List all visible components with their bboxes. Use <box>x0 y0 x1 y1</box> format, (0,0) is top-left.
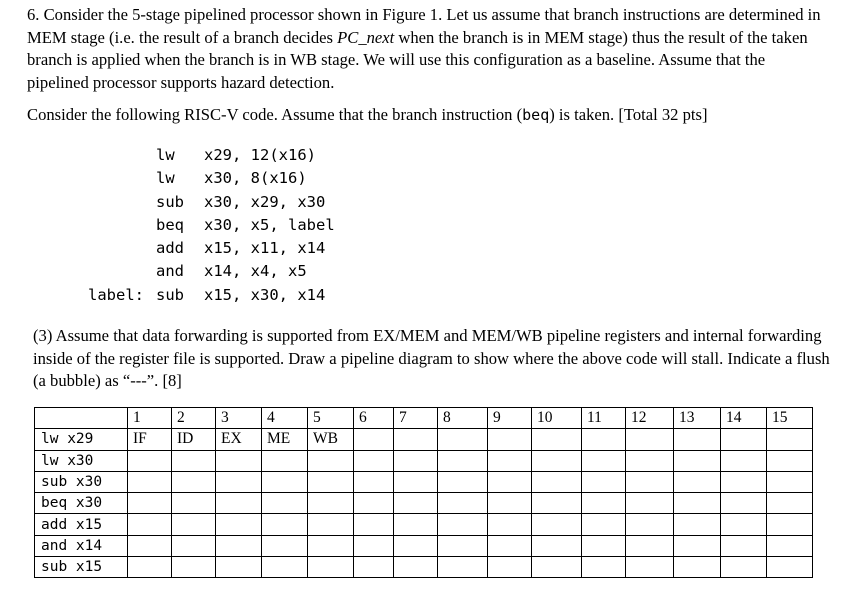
code-opcode: add <box>156 239 184 258</box>
stage-cell[interactable] <box>394 429 438 450</box>
stage-cell[interactable] <box>394 557 438 578</box>
stage-cell[interactable] <box>674 429 721 450</box>
stage-cell[interactable] <box>626 429 674 450</box>
instruction-cell: and x14 <box>35 535 128 556</box>
stage-cell[interactable] <box>308 471 354 492</box>
instruction-cell: lw x29 <box>35 429 128 450</box>
stage-cell[interactable] <box>438 471 488 492</box>
stage-cell[interactable] <box>216 557 262 578</box>
stage-cell[interactable] <box>438 557 488 578</box>
intro-text-part-2: when the branch is in MEM stage) thus the result of the taken branch is applied when the branch is in WB stage. We will use this configuration as a baseline. Assume that the pipelined processor supports hazard detection. <box>27 27 808 92</box>
code-line <box>88 191 335 214</box>
stage-cell[interactable] <box>767 450 813 471</box>
beq-code-term: beq <box>522 106 550 124</box>
stage-cell[interactable] <box>438 514 488 535</box>
stage-cell[interactable]: ID <box>172 429 216 450</box>
code-opcode: sub <box>156 285 184 304</box>
stage-cell[interactable] <box>767 514 813 535</box>
stage-cell[interactable] <box>354 557 394 578</box>
stage-cell[interactable] <box>172 557 216 578</box>
stage-cell[interactable] <box>532 450 582 471</box>
instruction-cell: lw x30 <box>35 450 128 471</box>
stage-cell[interactable] <box>172 471 216 492</box>
stage-cell[interactable] <box>721 535 767 556</box>
stage-cell[interactable] <box>582 557 626 578</box>
stage-cell[interactable] <box>767 471 813 492</box>
stage-cell[interactable] <box>626 535 674 556</box>
table-row <box>35 450 813 471</box>
stage-cell[interactable] <box>394 493 438 514</box>
stage-cell[interactable] <box>626 450 674 471</box>
stage-cell[interactable]: ME <box>262 429 308 450</box>
code-operands: x30, 8(x16) <box>204 169 307 188</box>
pc-next-term: PC_next <box>337 27 395 47</box>
stage-cell[interactable] <box>532 514 582 535</box>
stage-cell[interactable] <box>128 514 172 535</box>
stage-cell[interactable] <box>394 471 438 492</box>
code-opcode: and <box>156 262 184 281</box>
stage-cell[interactable] <box>488 429 532 450</box>
cycle-number: 5 <box>308 408 354 429</box>
stage-cell[interactable] <box>216 535 262 556</box>
cycle-number: 15 <box>767 408 813 429</box>
stage-cell[interactable] <box>626 514 674 535</box>
stage-cell[interactable] <box>674 557 721 578</box>
cycle-number: 2 <box>172 408 216 429</box>
table-row <box>35 514 813 535</box>
consider-text-part-1: Consider the following RISC-V code. Assume that the branch instruction ( <box>27 105 523 124</box>
stage-cell[interactable] <box>128 450 172 471</box>
code-operands: x14, x4, x5 <box>204 262 307 281</box>
stage-cell[interactable] <box>532 429 582 450</box>
pipeline-diagram-table <box>34 407 813 578</box>
stage-cell[interactable] <box>354 493 394 514</box>
table-row <box>35 493 813 514</box>
cycle-number: 4 <box>262 408 308 429</box>
stage-cell[interactable] <box>262 493 308 514</box>
stage-cell[interactable] <box>128 493 172 514</box>
stage-cell[interactable] <box>354 429 394 450</box>
code-operands: x15, x30, x14 <box>204 285 326 304</box>
code-opcode: sub <box>156 192 184 211</box>
stage-cell[interactable] <box>216 493 262 514</box>
stage-cell[interactable]: EX <box>216 429 262 450</box>
stage-cell[interactable] <box>721 514 767 535</box>
stage-cell[interactable] <box>354 535 394 556</box>
stage-cell[interactable] <box>626 471 674 492</box>
stage-cell[interactable] <box>354 471 394 492</box>
stage-cell[interactable] <box>532 557 582 578</box>
cycle-number: 14 <box>721 408 767 429</box>
stage-cell[interactable] <box>262 557 308 578</box>
code-opcode: beq <box>156 215 184 234</box>
code-line <box>88 284 335 307</box>
code-operands: x15, x11, x14 <box>204 239 326 258</box>
stage-cell[interactable] <box>394 514 438 535</box>
stage-cell[interactable] <box>767 557 813 578</box>
stage-cell[interactable] <box>582 471 626 492</box>
stage-cell[interactable] <box>394 535 438 556</box>
table-row <box>35 535 813 556</box>
cycle-number: 1 <box>128 408 172 429</box>
cycle-number: 10 <box>532 408 582 429</box>
stage-cell[interactable] <box>721 493 767 514</box>
stage-cell[interactable] <box>582 450 626 471</box>
code-operands: x30, x5, label <box>204 215 335 234</box>
stage-cell[interactable] <box>308 557 354 578</box>
stage-cell[interactable] <box>354 514 394 535</box>
stage-cell[interactable] <box>128 471 172 492</box>
stage-cell[interactable] <box>488 493 532 514</box>
table-row <box>35 429 813 450</box>
stage-cell[interactable] <box>767 493 813 514</box>
cycle-number: 11 <box>582 408 626 429</box>
instruction-cell: sub x15 <box>35 557 128 578</box>
stage-cell[interactable] <box>767 535 813 556</box>
cycle-number: 13 <box>674 408 721 429</box>
consider-paragraph <box>27 104 827 127</box>
instruction-cell: add x15 <box>35 514 128 535</box>
consider-text-part-2: ) is taken. [Total 32 pts] <box>549 105 708 124</box>
stage-cell[interactable] <box>674 493 721 514</box>
stage-cell[interactable] <box>488 471 532 492</box>
stage-cell[interactable] <box>128 535 172 556</box>
stage-cell[interactable] <box>674 535 721 556</box>
stage-cell[interactable] <box>354 450 394 471</box>
stage-cell[interactable] <box>488 450 532 471</box>
code-label: label: <box>88 285 144 304</box>
code-opcode: lw <box>156 169 175 188</box>
stage-cell[interactable] <box>674 450 721 471</box>
stage-cell[interactable] <box>488 535 532 556</box>
stage-cell[interactable] <box>488 514 532 535</box>
code-line <box>88 260 335 283</box>
instruction-cell: beq x30 <box>35 493 128 514</box>
stage-cell[interactable] <box>721 450 767 471</box>
stage-cell[interactable] <box>308 493 354 514</box>
stage-cell[interactable] <box>262 535 308 556</box>
stage-cell[interactable] <box>308 450 354 471</box>
stage-cell[interactable] <box>532 535 582 556</box>
stage-cell[interactable] <box>262 450 308 471</box>
stage-cell[interactable] <box>438 450 488 471</box>
stage-cell[interactable] <box>172 535 216 556</box>
stage-cell[interactable] <box>626 493 674 514</box>
stage-cell[interactable] <box>128 557 172 578</box>
header-corner-cell <box>35 408 128 429</box>
stage-cell[interactable] <box>626 557 674 578</box>
stage-cell[interactable] <box>394 450 438 471</box>
stage-cell[interactable] <box>262 471 308 492</box>
stage-cell[interactable] <box>308 535 354 556</box>
stage-cell[interactable] <box>262 514 308 535</box>
stage-cell[interactable] <box>674 514 721 535</box>
stage-cell[interactable] <box>488 557 532 578</box>
stage-cell[interactable] <box>582 429 626 450</box>
stage-cell[interactable] <box>172 493 216 514</box>
stage-cell[interactable] <box>216 450 262 471</box>
code-opcode: lw <box>156 146 175 164</box>
table-row <box>35 471 813 492</box>
stage-cell[interactable] <box>674 471 721 492</box>
stage-cell[interactable] <box>308 514 354 535</box>
stage-cell[interactable] <box>721 557 767 578</box>
cycle-number: 12 <box>626 408 674 429</box>
stage-cell[interactable]: IF <box>128 429 172 450</box>
stage-cell[interactable] <box>532 493 582 514</box>
risc-v-code-block <box>88 144 335 307</box>
code-line <box>88 214 335 237</box>
stage-cell[interactable] <box>172 514 216 535</box>
stage-cell[interactable] <box>582 514 626 535</box>
instruction-cell: sub x30 <box>35 471 128 492</box>
stage-cell[interactable] <box>767 429 813 450</box>
stage-cell[interactable] <box>721 429 767 450</box>
question-3 <box>33 325 833 393</box>
code-line <box>88 167 335 190</box>
cycle-number: 9 <box>488 408 532 429</box>
stage-cell[interactable] <box>438 429 488 450</box>
stage-cell[interactable] <box>216 514 262 535</box>
cycle-number: 8 <box>438 408 488 429</box>
stage-cell[interactable] <box>582 535 626 556</box>
stage-cell[interactable] <box>582 493 626 514</box>
code-operands: x30, x29, x30 <box>204 192 326 211</box>
code-line <box>88 144 335 167</box>
cycle-number: 3 <box>216 408 262 429</box>
cycle-number: 6 <box>354 408 394 429</box>
cycle-number: 7 <box>394 408 438 429</box>
code-operands: x29, 12(x16) <box>204 146 316 164</box>
stage-cell[interactable] <box>721 471 767 492</box>
cycle-header-row <box>35 408 813 429</box>
code-line <box>88 237 335 260</box>
stage-cell[interactable] <box>172 450 216 471</box>
stage-cell[interactable] <box>438 493 488 514</box>
stage-cell[interactable] <box>216 471 262 492</box>
intro-paragraph <box>27 4 827 94</box>
stage-cell[interactable] <box>438 535 488 556</box>
intro-text-part-1: 6. Consider the 5-stage pipelined processor shown in Figure 1. Let us assume that branch instructions are determined in MEM stage (i.e. the result of a branch decides <box>27 5 821 47</box>
question-3-text: (3) Assume that data forwarding is supported from EX/MEM and MEM/WB pipeline registers and internal forwarding inside of the register file is supported. Draw a pipeline diagram to show where the above code will stall. Indicate a flush (a bubble) as “---”. [8] <box>33 326 830 390</box>
stage-cell[interactable] <box>532 471 582 492</box>
stage-cell[interactable]: WB <box>308 429 354 450</box>
table-row <box>35 557 813 578</box>
problem-intro <box>27 4 827 127</box>
